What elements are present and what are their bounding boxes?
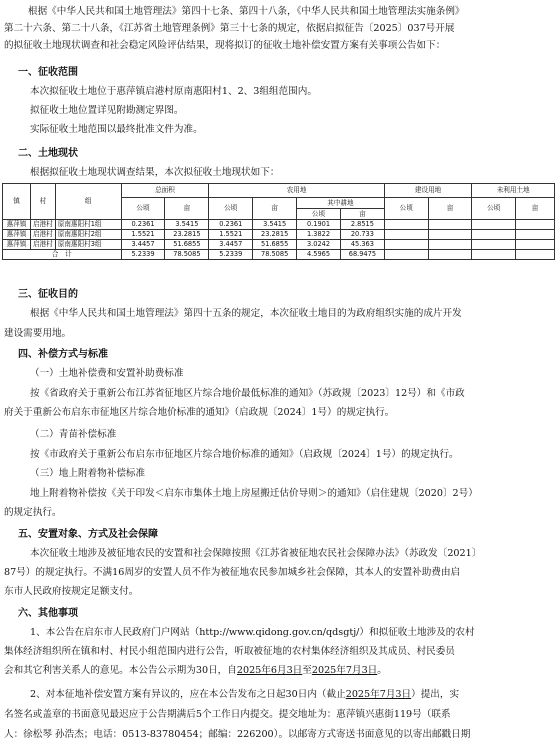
cell-value: 51.6855 [253, 240, 297, 250]
cell-value: 3.4457 [121, 240, 165, 250]
publicity-end-date: 2025年7月3日 [311, 665, 378, 676]
cell-value [384, 220, 428, 230]
section-4-sub-3: （三）地上附着物补偿标准 [30, 468, 146, 479]
cell-total-value: 5.2339 [209, 250, 253, 260]
table-row [3, 230, 555, 240]
cell-value: 23.2815 [253, 230, 297, 240]
section-4-sub-3-line-2: 的规定执行。 [4, 507, 62, 518]
section-4-sub-1-line-2: 府关于重新公布启东市征地区片综合地价标准的通知》（启政规〔2024〕1号）的规定执行。 [4, 407, 395, 418]
section-2-heading: 二、土地现状 [18, 148, 78, 159]
cell-group: 原南惠阳村2组 [55, 230, 121, 240]
intro-line-3: 的拟征收土地现状调查和社会稳定风险评估结果，现将拟订的征收土地补偿安置方案有关事项公告如下： [4, 40, 446, 51]
table-header-row-1 [3, 184, 555, 198]
cell-value: 3.4457 [209, 240, 253, 250]
cell-village: 启港村 [30, 220, 55, 230]
section-5-line-1: 本次征收土地涉及被征地农民的安置和社会保障按照《江苏省被征地农民社会保障办法》（苏政发〔2021〕 [30, 548, 482, 559]
cell-total-value [384, 250, 428, 260]
unit-mu: 亩 [253, 198, 297, 220]
header-group: 组 [55, 184, 121, 220]
section-6-para-2-line-2: 名签名或盖章的书面意见最迟应于公告期满后5个工作日内提交。提交地址为：惠萍镇兴惠街119号（联系 [4, 709, 451, 720]
para-1-to: 至 [302, 665, 312, 676]
header-village: 村 [30, 184, 55, 220]
cell-value [472, 220, 516, 230]
section-4-sub-3-line-1: 地上附着物补偿按《关于印发＜启东市集体土地上房屋搬迁估价导则＞的通知》（启住建规〔2020〕2号） [30, 488, 478, 499]
table-total-row [3, 250, 555, 260]
cell-town: 惠萍镇 [3, 220, 31, 230]
cell-total-value: 4.5965 [297, 250, 341, 260]
cell-value: 20.733 [340, 230, 384, 240]
cell-value: 1.5521 [209, 230, 253, 240]
section-5-line-3: 东市人民政府按规定足额支付。 [4, 586, 139, 597]
cell-value: 23.2815 [165, 230, 209, 240]
cell-village: 启港村 [30, 240, 55, 250]
cell-value: 3.5415 [253, 220, 297, 230]
header-agricultural-land: 农用地 [209, 184, 385, 198]
cell-value [472, 240, 516, 250]
cell-total-value [472, 250, 516, 260]
unit-hectare: 公顷 [209, 198, 253, 220]
cell-value [472, 230, 516, 240]
cell-total-value: 78.5085 [165, 250, 209, 260]
cell-value [516, 220, 555, 230]
section-1-para-1: 本次拟征收土地位于惠萍镇启港村原南惠阳村1、2、3组组范围内。 [30, 86, 317, 97]
header-farmland: 其中耕地 [297, 198, 385, 209]
cell-value: 3.5415 [165, 220, 209, 230]
cell-total-label: 合 计 [3, 250, 122, 260]
table-row [3, 220, 555, 230]
objection-deadline-date: 2025年7月3日 [345, 689, 412, 700]
section-6-para-1-line-3 [4, 664, 387, 677]
cell-total-value: 78.5085 [253, 250, 297, 260]
cell-value: 1.3822 [297, 230, 341, 240]
header-town: 镇 [3, 184, 31, 220]
unit-mu: 亩 [340, 209, 384, 220]
section-4-heading: 四、补偿方式与标准 [18, 349, 108, 360]
section-1-para-3: 实际征收土地范围以最终批准文件为准。 [30, 124, 203, 135]
cell-value: 45.363 [340, 240, 384, 250]
cell-value: 2.8515 [340, 220, 384, 230]
cell-value: 0.1901 [297, 220, 341, 230]
cell-total-value [516, 250, 555, 260]
section-6-para-1-line-2: 集体经济组织所在镇和村、村民小组范围内进行公告，听取被征地的农村集体经济组织及其成员、村民委员 [4, 646, 455, 657]
cell-value [516, 230, 555, 240]
cell-value [516, 240, 555, 250]
para-2-text-cont: ）提出，实 [411, 689, 460, 700]
cell-town: 惠萍镇 [3, 240, 31, 250]
section-5-line-2: 87号）的规定执行。不满16周岁的安置人员不作为被征地农民参加城乡社会保障，其本人的安置补助费由启 [4, 567, 461, 578]
cell-town: 惠萍镇 [3, 230, 31, 240]
section-4-sub-2-line-1: 按《市政府关于重新公布启东市征地区片综合地价标准的通知》（启政规〔2024〕1号）的规定执行。 [30, 449, 459, 460]
cell-group: 原南惠阳村3组 [55, 240, 121, 250]
cell-total-value: 5.2339 [121, 250, 165, 260]
section-6-para-1-line-1: 1、本公告在启东市人民政府门户网站（http://www.qidong.gov.cn/qdsgtj/）和拟征收土地涉及的农村 [30, 627, 475, 638]
cell-value: 0.2361 [121, 220, 165, 230]
section-4-sub-2: （二）青苗补偿标准 [30, 429, 117, 440]
cell-group: 原南惠阳村1组 [55, 220, 121, 230]
section-4-sub-1-line-1: 按《省政府关于重新公布江苏省征地区片综合地价最低标准的通知》（苏政规〔2023〕12号）和《市政 [30, 388, 465, 399]
header-construction-land: 建设用地 [384, 184, 472, 198]
section-1-para-2: 拟征收土地位置详见附勘测定界图。 [30, 105, 184, 116]
cell-value: 51.6855 [165, 240, 209, 250]
unit-hectare: 公顷 [121, 198, 165, 220]
section-5-heading: 五、安置对象、方式及社会保障 [18, 529, 158, 540]
section-6-para-2-line-1 [30, 688, 459, 701]
cell-value: 1.5521 [121, 230, 165, 240]
cell-value: 0.2361 [209, 220, 253, 230]
header-total-area: 总面积 [121, 184, 209, 198]
cell-value: 3.0242 [297, 240, 341, 250]
unit-mu: 亩 [428, 198, 472, 220]
unit-hectare: 公顷 [297, 209, 341, 220]
section-3-line-1: 根据《中华人民共和国土地管理法》第四十五条的规定，本次征收土地目的为政府组织实施的成片开发 [30, 308, 462, 319]
section-4-sub-1: （一）土地补偿费和安置补助费标准 [30, 368, 184, 379]
publicity-start-date: 2025年6月3日 [236, 665, 303, 676]
cell-total-value: 68.9475 [340, 250, 384, 260]
cell-total-value [428, 250, 472, 260]
cell-value [428, 240, 472, 250]
section-6-heading: 六、其他事项 [18, 608, 78, 619]
section-2-para-1: 根据拟征收土地现状调查结果，本次拟征收土地现状如下： [30, 167, 280, 178]
para-1-end: 。 [377, 665, 387, 676]
section-3-line-2: 建设需要用地。 [4, 328, 72, 339]
intro-line-1: 根据《中华人民共和国土地管理法》第四十七条、第四十八条，《中华人民共和国土地管理法实施条例》 [28, 6, 465, 17]
cell-value [428, 220, 472, 230]
cell-value [428, 230, 472, 240]
unit-mu: 亩 [165, 198, 209, 220]
section-3-heading: 三、征收目的 [18, 289, 78, 300]
land-status-table [2, 183, 555, 260]
unit-hectare: 公顷 [384, 198, 428, 220]
table-row [3, 240, 555, 250]
para-1-text: 会和其它利害关系人的意见。本公告公示期为30日，自 [4, 665, 237, 676]
unit-hectare: 公顷 [472, 198, 516, 220]
cell-value [384, 230, 428, 240]
section-6-para-2-line-3: 人：徐松琴 孙浩杰；电话：0513-83780454；邮编：226200）。以邮寄方式寄送书面意见的以寄出邮戳日期 [4, 729, 471, 740]
cell-village: 启港村 [30, 230, 55, 240]
unit-mu: 亩 [516, 198, 555, 220]
intro-line-2: 第二十六条、第二十八条，《江苏省土地管理条例》第三十七条的规定，依据启拟征告〔2025〕037号开展 [4, 23, 455, 34]
section-1-heading: 一、征收范围 [18, 67, 78, 78]
header-unused-land: 未利用土地 [472, 184, 555, 198]
cell-value [384, 240, 428, 250]
para-2-text: 2、对本征地补偿安置方案有异议的，应在本公告发布之日起30日内（截止 [30, 689, 346, 700]
